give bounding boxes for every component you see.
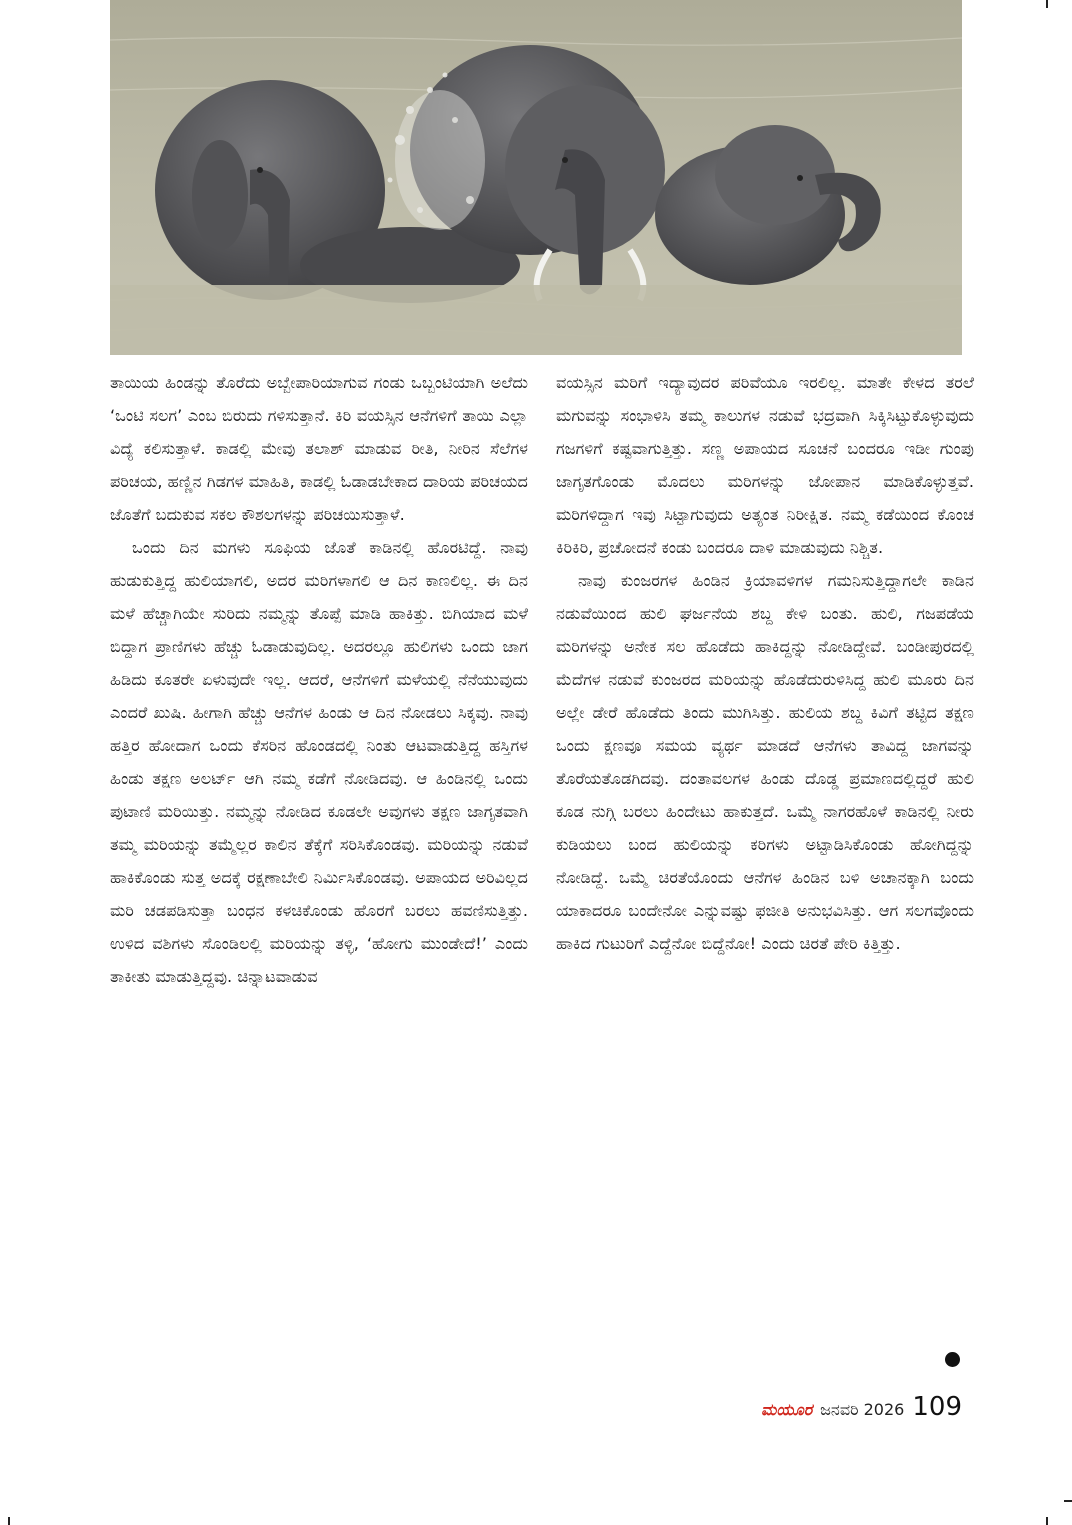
paragraph: ತಾಯಿಯ ಹಿಂಡನ್ನು ತೊರೆದು ಅಬ್ಬೇಪಾರಿಯಾಗುವ ಗಂಡು ಒಬ್ಬಂಟಿಯಾಗಿ ಅಲೆದು ‘ಒಂಟಿ ಸಲಗ’ ಎಂಬ ಬಿರುದು ಗಳಿಸುತ್ತಾನೆ. ಕಿರಿ ವಯಸ್ಸಿನ ಆನೆಗಳಿಗೆ ತಾಯಿ ಎಲ್ಲಾ ವಿದ್ಯೆ ಕಲಿಸುತ್ತಾಳೆ. ಕಾಡಲ್ಲಿ ಮೇವು ತಲಾಶ್ ಮಾಡುವ ರೀತಿ, ನೀರಿನ ಸೆಲೆಗಳ ಪರಿಚಯ, ಹಣ್ಣಿನ ಗಿಡಗಳ ಮಾಹಿತಿ, ಕಾಡಲ್ಲಿ ಓಡಾಡಬೇಕಾದ ದಾರಿಯ ಪರಿಚಯದ ಜೊತೆಗೆ ಬದುಕುವ ಸಕಲ ಕೌಶಲಗಳನ್ನು ಪರಿಚಯಿಸುತ್ತಾಳೆ. (110, 373, 528, 524)
magazine-logo: ಮಯೂರ (761, 1400, 813, 1419)
page-number: 109 (912, 1392, 962, 1422)
elephants-illustration (110, 0, 962, 355)
crop-mark (1046, 1517, 1048, 1525)
crop-mark (8, 1517, 10, 1525)
article-end-bullet (945, 1352, 960, 1367)
article-column-left (110, 366, 528, 993)
paragraph: ಒಂದು ದಿನ ಮಗಳು ಸೂಫಿಯ ಜೊತೆ ಕಾಡಿನಲ್ಲಿ ಹೊರಟಿದ್ದೆ. ನಾವು ಹುಡುಕುತ್ತಿದ್ದ ಹುಲಿಯಾಗಲಿ, ಅದರ ಮರಿಗಳಾಗಲಿ ಆ ದಿನ ಕಾಣಲಿಲ್ಲ. ಈ ದಿನ ಮಳೆ ಹೆಚ್ಚಾಗಿಯೇ ಸುರಿದು ನಮ್ಮನ್ನು ತೊಪ್ಪೆ ಮಾಡಿ ಹಾಕಿತ್ತು. ಬಿಗಿಯಾದ ಮಳೆ ಬಿದ್ದಾಗ ಪ್ರಾಣಿಗಳು ಹೆಚ್ಚು ಓಡಾಡುವುದಿಲ್ಲ. ಅದರಲ್ಲೂ ಹುಲಿಗಳು ಒಂದು ಜಾಗ ಹಿಡಿದು ಕೂತರೇ ಏಳುವುದೇ ಇಲ್ಲ. ಆದರೆ, ಆನೆಗಳಿಗೆ ಮಳೆಯಲ್ಲಿ ನೆನೆಯುವುದು ಎಂದರೆ ಖುಷಿ. ಹೀಗಾಗಿ ಹೆಚ್ಚು ಆನೆಗಳ ಹಿಂಡು ಆ ದಿನ ನೋಡಲು ಸಿಕ್ಕವು. ನಾವು ಹತ್ತಿರ ಹೋದಾಗ ಒಂದು ಕೆಸರಿನ ಹೊಂಡದಲ್ಲಿ ನಿಂತು ಆಟವಾಡುತ್ತಿದ್ದ ಹಸ್ತಿಗಳ ಹಿಂಡು ತಕ್ಷಣ ಅಲರ್ಟ್ ಆಗಿ ನಮ್ಮ ಕಡೆಗೆ ನೋಡಿದವು. ಆ ಹಿಂಡಿನಲ್ಲಿ ಒಂದು ಪುಟಾಣಿ ಮರಿಯಿತ್ತು. ನಮ್ಮನ್ನು ನೋಡಿದ ಕೂಡಲೇ ಅವುಗಳು ತಕ್ಷಣ ಜಾಗೃತವಾಗಿ ತಮ್ಮ ಮರಿಯನ್ನು ತಮ್ಮೆಲ್ಲರ ಕಾಲಿನ ತೆಕ್ಕೆಗೆ ಸರಿಸಿಕೊಂಡವು. ಮರಿಯನ್ನು ನಡುವೆ ಹಾಕಿಕೊಂಡು ಸುತ್ತ ಅದಕ್ಕೆ ರಕ್ಷಣಾಬೇಲಿ ನಿರ್ಮಿಸಿಕೊಂಡವು. ಅಪಾಯದ ಅರಿವಿಲ್ಲದ ಮರಿ ಚಡಪಡಿಸುತ್ತಾ ಬಂಧನ ಕಳಚಿಕೊಂಡು ಹೊರಗೆ ಬರಲು ಹವಣಿಸುತ್ತಿತ್ತು. ಉಳಿದ ವಶಿಗಳು ಸೊಂಡಿಲಲ್ಲಿ ಮರಿಯನ್ನು ತಳ್ಳಿ, ‘ಹೋಗು ಮುಂಡೇದೆ!’ ಎಂದು ತಾಕೀತು ಮಾಡುತ್ತಿದ್ದವು. ಚಿನ್ನಾಟವಾಡುವ (110, 538, 528, 986)
page-footer (761, 1392, 962, 1422)
paragraph: ವಯಸ್ಸಿನ ಮರಿಗೆ ಇದ್ಯಾವುದರ ಪರಿವೆಯೂ ಇರಲಿಲ್ಲ. ಮಾತೇ ಕೇಳದ ತರಲೆ ಮಗುವನ್ನು ಸಂಭಾಳಿಸಿ ತಮ್ಮ ಕಾಲುಗಳ ನಡುವೆ ಭದ್ರವಾಗಿ ಸಿಕ್ಕಿಸಿಟ್ಟುಕೊಳ್ಳುವುದು ಗಜಗಳಿಗೆ ಕಷ್ಟವಾಗುತ್ತಿತ್ತು. ಸಣ್ಣ ಅಪಾಯದ ಸೂಚನೆ ಬಂದರೂ ಇಡೀ ಗುಂಪು ಜಾಗೃತಗೊಂಡು ಮೊದಲು ಮರಿಗಳನ್ನು ಜೋಪಾನ ಮಾಡಿಕೊಳ್ಳುತ್ತವೆ. ಮರಿಗಳಿದ್ದಾಗ ಇವು ಸಿಟ್ಟಾಗುವುದು ಅತ್ಯಂತ ನಿರೀಕ್ಷಿತ. ನಮ್ಮ ಕಡೆಯಿಂದ ಕೊಂಚ ಕಿರಿಕಿರಿ, ಪ್ರಚೋದನೆ ಕಂಡು ಬಂದರೂ ದಾಳಿ ಮಾಡುವುದು ನಿಶ್ಚಿತ. (556, 373, 974, 557)
issue-date: ಜನವರಿ 2026 (820, 1400, 905, 1419)
article-column-right (556, 366, 974, 960)
crop-mark (1064, 1500, 1072, 1502)
elephants-photo (110, 0, 962, 355)
crop-mark (1046, 0, 1048, 8)
paragraph: ನಾವು ಕುಂಜರಗಳ ಹಿಂಡಿನ ಕ್ರಿಯಾವಳಿಗಳ ಗಮನಿಸುತ್ತಿದ್ದಾಗಲೇ ಕಾಡಿನ ನಡುವೆಯಿಂದ ಹುಲಿ ಘರ್ಜನೆಯ ಶಬ್ದ ಕೇಳಿ ಬಂತು. ಹುಲಿ, ಗಜಪಡೆಯ ಮರಿಗಳನ್ನು ಅನೇಕ ಸಲ ಹೊಡೆದು ಹಾಕಿದ್ದನ್ನು ನೋಡಿದ್ದೇವೆ. ಬಂಡೀಪುರದಲ್ಲಿ ಮೆದೆಗಳ ನಡುವೆ ಕುಂಜರದ ಮರಿಯನ್ನು ಹೊಡೆದುರುಳಿಸಿದ್ದ ಹುಲಿ ಮೂರು ದಿನ ಅಲ್ಲೇ ಡೇರೆ ಹೊಡೆದು ತಿಂದು ಮುಗಿಸಿತ್ತು. ಹುಲಿಯ ಶಬ್ದ ಕಿವಿಗೆ ತಟ್ಟಿದ ತಕ್ಷಣ ಒಂದು ಕ್ಷಣವೂ ಸಮಯ ವ್ಯರ್ಥ ಮಾಡದೆ ಆನೆಗಳು ತಾವಿದ್ದ ಜಾಗವನ್ನು ತೊರೆಯತೊಡಗಿದವು. ದಂತಾವಲಗಳ ಹಿಂಡು ದೊಡ್ಡ ಪ್ರಮಾಣದಲ್ಲಿದ್ದರೆ ಹುಲಿ ಕೂಡ ನುಗ್ಗಿ ಬರಲು ಹಿಂದೇಟು ಹಾಕುತ್ತದೆ. ಒಮ್ಮೆ ನಾಗರಹೊಳೆ ಕಾಡಿನಲ್ಲಿ ನೀರು ಕುಡಿಯಲು ಬಂದ ಹುಲಿಯನ್ನು ಕರಿಗಳು ಅಟ್ಟಾಡಿಸಿಕೊಂಡು ಹೋಗಿದ್ದನ್ನು ನೋಡಿದ್ದೆ. ಒಮ್ಮೆ ಚಿರತೆಯೊಂದು ಆನೆಗಳ ಹಿಂಡಿನ ಬಳಿ ಅಚಾನಕ್ಕಾಗಿ ಬಂದು ಯಾಕಾದರೂ ಬಂದೇನೋ ಎನ್ನುವಷ್ಟು ಫಜೀತಿ ಅನುಭವಿಸಿತ್ತು. ಆಗ ಸಲಗವೊಂದು ಹಾಕಿದ ಗುಟುರಿಗೆ ಎದ್ದೆನೋ ಬಿದ್ದೆನೋ! ಎಂದು ಚಿರತೆ ಪೇರಿ ಕಿತ್ತಿತ್ತು. (556, 571, 974, 953)
